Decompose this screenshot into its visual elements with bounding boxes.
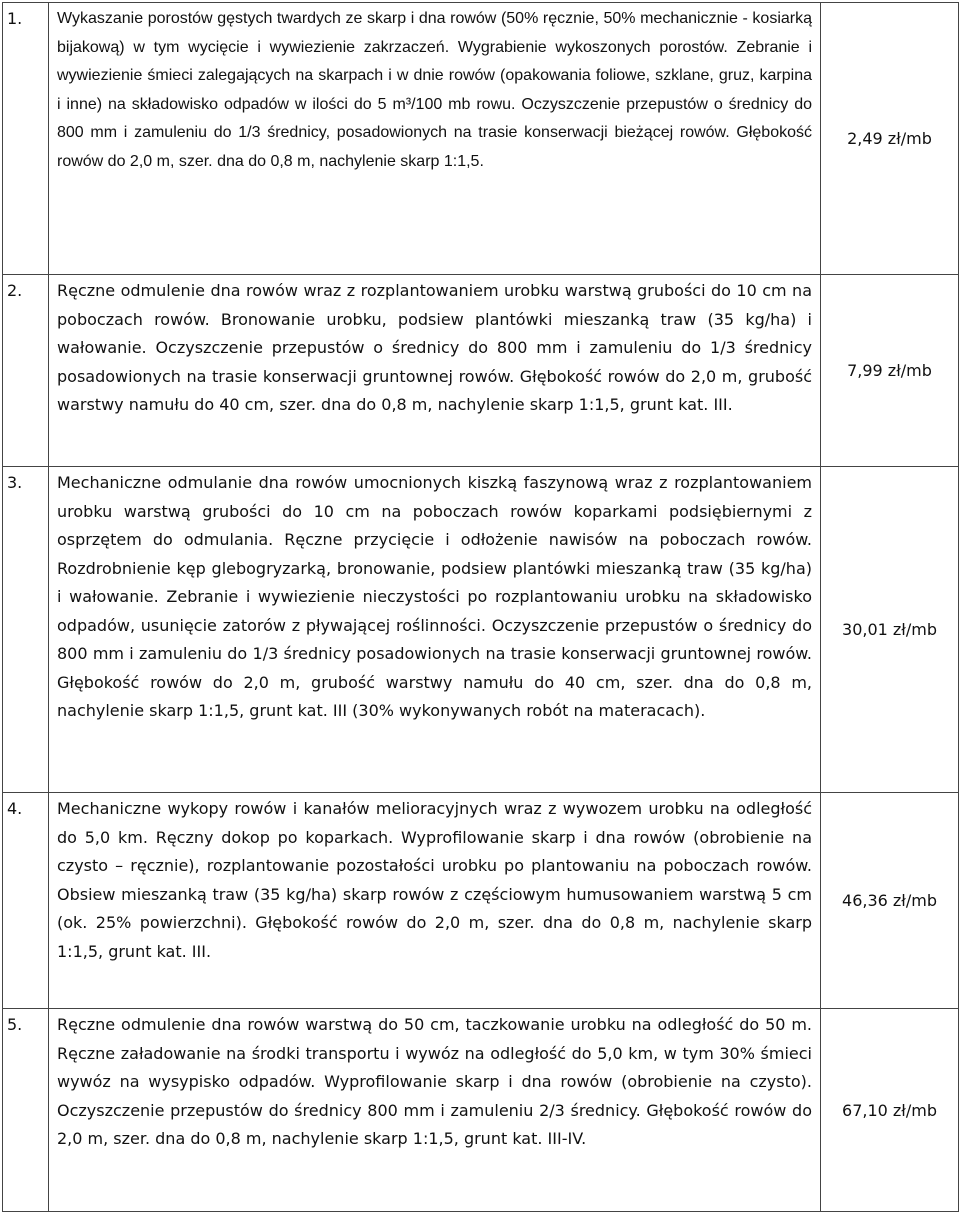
row-price: 46,36 zł/mb <box>821 793 959 1009</box>
table-row <box>3 3 959 275</box>
price-list-table <box>2 2 959 1212</box>
row-price: 2,49 zł/mb <box>821 3 959 275</box>
row-description: Ręczne odmulenie dna rowów wraz z rozplantowaniem urobku warstwą grubości do 10 cm na poboczach rowów. Bronowanie urobku, podsiew plantówki mieszanką traw (35 kg/ha) i wałowanie. Oczyszczenie przepustów o średnicy do 800 mm i zamuleniu do 1/3 średnicy posadowionych na trasie konserwacji gruntownej rowów. Głębokość rowów do 2,0 m, grubość warstwy namułu do 40 cm, szer. dna do 0,8 m, nachylenie skarp 1:1,5, grunt kat. III. <box>49 275 821 467</box>
row-number: 2. <box>3 275 49 467</box>
row-description: Wykaszanie porostów gęstych twardych ze skarp i dna rowów (50% ręcznie, 50% mechanicznie - kosiarką bijakową) w tym wycięcie i wywiezienie zakrzaczeń. Wygrabienie wykoszonych porostów. Zebranie i wywiezienie śmieci zalegających na skarpach i w dnie rowów (opakowania foliowe, szklane, gruz, karpina i inne) na składowisko odpadów w ilości do 5 m³/100 mb rowu. Oczyszczenie przepustów o średnicy do 800 mm i zamuleniu do 1/3 średnicy, posadowionych na trasie konserwacji bieżącej rowów. Głębokość rowów do 2,0 m, szer. dna do 0,8 m, nachylenie skarp 1:1,5. <box>49 3 821 275</box>
table-row <box>3 1009 959 1212</box>
row-number: 4. <box>3 793 49 1009</box>
row-description: Mechaniczne odmulanie dna rowów umocnionych kiszką faszynową wraz z rozplantowaniem urobku warstwą grubości do 10 cm na poboczach rowów koparkami podsiębiernymi z osprzętem do odmulania. Ręczne przycięcie i odłożenie nawisów na poboczach rowów. Rozdrobnienie kęp glebogryzarką, bronowanie, podsiew plantówki mieszanką traw (35 kg/ha) i wałowanie. Zebranie i wywiezienie nieczystości po rozplantowaniu urobku na składowisko odpadów, usunięcie zatorów z pływającej roślinności. Oczyszczenie przepustów o średnicy do 800 mm i zamuleniu do 1/3 średnicy posadowionych na trasie konserwacji gruntownej rowów. Głębokość rowów do 2,0 m, grubość warstwy namułu do 40 cm, szer. dna do 0,8 m, nachylenie skarp 1:1,5, grunt kat. III (30% wykonywanych robót na materacach). <box>49 467 821 793</box>
row-price: 67,10 zł/mb <box>821 1009 959 1212</box>
row-number: 1. <box>3 3 49 275</box>
row-price: 7,99 zł/mb <box>821 275 959 467</box>
row-number: 5. <box>3 1009 49 1212</box>
row-description: Ręczne odmulenie dna rowów warstwą do 50 cm, taczkowanie urobku na odległość do 50 m. Ręczne załadowanie na środki transportu i wywóz na odległość do 5,0 km, w tym 30% śmieci wywóz na wysypisko odpadów. Wyprofilowanie skarp i dna rowów (obrobienie na czysto). Oczyszczenie przepustów do średnicy 800 mm i zamuleniu 2/3 średnicy. Głębokość rowów do 2,0 m, szer. dna do 0,8 m, nachylenie skarp 1:1,5, grunt kat. III-IV. <box>49 1009 821 1212</box>
table-row <box>3 467 959 793</box>
row-price: 30,01 zł/mb <box>821 467 959 793</box>
table-row <box>3 275 959 467</box>
row-number: 3. <box>3 467 49 793</box>
table-row <box>3 793 959 1009</box>
row-description: Mechaniczne wykopy rowów i kanałów melioracyjnych wraz z wywozem urobku na odległość do 5,0 km. Ręczny dokop po koparkach. Wyprofilowanie skarp i dna rowów (obrobienie na czysto – ręcznie), rozplantowanie pozostałości urobku po plantowaniu na poboczach rowów. Obsiew mieszanką traw (35 kg/ha) skarp rowów z częściowym humusowaniem warstwą 5 cm (ok. 25% powierzchni). Głębokość rowów do 2,0 m, szer. dna do 0,8 m, nachylenie skarp 1:1,5, grunt kat. III. <box>49 793 821 1009</box>
